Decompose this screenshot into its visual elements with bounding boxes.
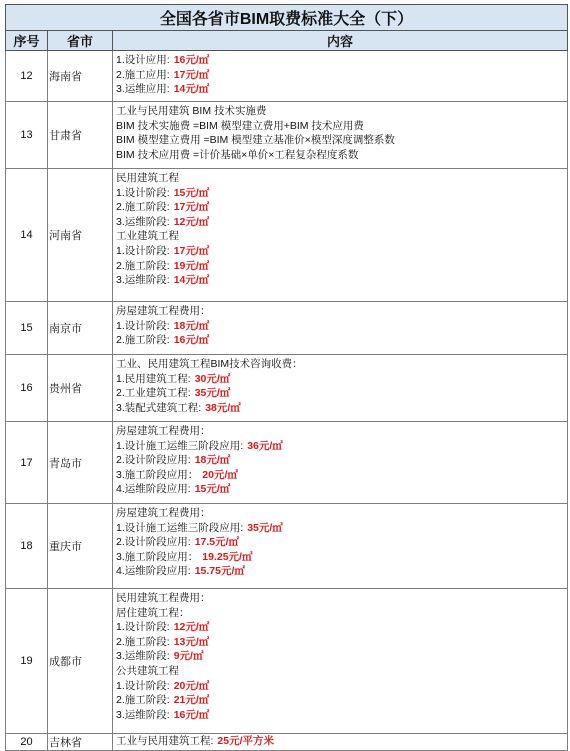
table-row [6, 422, 568, 504]
province-name: 重庆市 [48, 504, 113, 589]
header-no: 序号 [6, 31, 48, 51]
fee-line [116, 635, 567, 650]
fee-label: 3.运维阶段: [116, 274, 170, 287]
fee-label: 1.设计阶段: [116, 319, 170, 332]
fee-value: 15元/㎡ [194, 483, 231, 496]
fee-content [113, 169, 568, 302]
fee-line [116, 564, 567, 579]
header-row [6, 31, 568, 51]
fee-label: BIM 技术实施费 =BIM 模型建立费用+BIM 技术应用费 [116, 119, 364, 132]
fee-label: 4.运维阶段应用: [116, 483, 191, 496]
header-province: 省市 [48, 31, 113, 51]
fee-label: 3.装配式建筑工程: [116, 401, 202, 414]
fee-label: 居住建筑工程： [116, 606, 190, 619]
fee-line [116, 664, 567, 679]
fee-label: BIM 模型建立费用 =BIM 模型建立基准价×模型深度调整系数 [116, 134, 395, 147]
fee-value: 19.25元/㎡ [202, 550, 253, 563]
fee-label: 1.设计阶段: [116, 244, 170, 257]
table-row [6, 734, 568, 751]
fee-line [116, 200, 567, 215]
fee-value: 18元/㎡ [173, 319, 210, 332]
fee-line [116, 453, 567, 468]
fee-line [116, 319, 567, 334]
fee-line [116, 506, 567, 521]
table-row [6, 51, 568, 102]
fee-label: 2.施工阶段: [116, 259, 170, 272]
fee-label: 2.施工阶段: [116, 201, 170, 214]
row-number: 19 [6, 589, 48, 734]
fee-value: 15.75元/㎡ [194, 565, 245, 578]
fee-label: 工业建筑工程 [116, 230, 179, 243]
table-row [6, 302, 568, 355]
fee-line [116, 439, 567, 454]
fee-line [116, 535, 567, 550]
fee-line [116, 468, 567, 483]
fee-value: 9元/㎡ [173, 650, 204, 663]
fee-value: 16元/㎡ [173, 708, 210, 721]
table-row [6, 355, 568, 422]
fee-label: 房屋建筑工程费用： [116, 425, 211, 437]
fee-line [116, 734, 567, 748]
fee-line [116, 82, 567, 97]
fee-line [116, 606, 567, 621]
fee-line [116, 304, 567, 319]
fee-line [116, 119, 567, 134]
table-row [6, 504, 568, 589]
fee-content [113, 355, 568, 422]
fee-line [116, 550, 567, 565]
fee-value: 16元/㎡ [173, 334, 210, 347]
fee-label: 工业、民用建筑工程BIM技术咨询收费： [116, 358, 303, 370]
province-name: 河南省 [48, 169, 113, 302]
fee-value: 16元/㎡ [173, 54, 210, 66]
fee-label: 民用建筑工程 [116, 172, 179, 184]
fee-line [116, 68, 567, 83]
fee-label: BIM 技术应用费 =计价基础×单价×工程复杂程度系数 [116, 148, 359, 161]
fee-line [116, 424, 567, 439]
sheet-title: 全国各省市BIM取费标准大全（下） [6, 5, 568, 31]
fee-value: 17元/㎡ [173, 68, 210, 81]
row-number: 13 [6, 102, 48, 169]
fee-line [116, 649, 567, 664]
fee-value: 25元/平方米 [217, 735, 275, 747]
fee-value: 12元/㎡ [173, 621, 210, 634]
fee-label: 民用建筑工程费用： [116, 592, 211, 604]
fee-value: 20元/㎡ [202, 468, 238, 481]
fee-content [113, 302, 568, 355]
fee-label: 4.运维阶段应用: [116, 565, 191, 578]
fee-content [113, 422, 568, 504]
fee-content [113, 51, 568, 102]
row-number: 12 [6, 51, 48, 102]
province-name: 青岛市 [48, 422, 113, 504]
fee-value: 30元/㎡ [194, 372, 231, 385]
row-number: 15 [6, 302, 48, 355]
fee-label: 1.设计阶段: [116, 186, 170, 199]
fee-label: 2.施工阶段: [116, 694, 170, 707]
fee-line [116, 53, 567, 68]
row-number: 16 [6, 355, 48, 422]
row-number: 20 [6, 734, 48, 751]
fee-value: 35元/㎡ [247, 521, 283, 534]
table-row [6, 169, 568, 302]
fee-value: 14元/㎡ [173, 274, 210, 287]
fee-value: 36元/㎡ [247, 439, 283, 452]
fee-line [116, 148, 567, 163]
fee-value: 38元/㎡ [205, 401, 241, 414]
fee-content [113, 102, 568, 169]
fee-label: 工业与民用建筑 BIM 技术实施费 [116, 105, 267, 117]
fee-value: 13元/㎡ [173, 635, 210, 648]
fee-line [116, 482, 567, 497]
header-content: 内容 [113, 31, 568, 51]
row-number: 14 [6, 169, 48, 302]
fee-value: 21元/㎡ [173, 694, 210, 707]
fee-label: 房屋建筑工程费用： [116, 507, 211, 519]
fee-label: 3.施工阶段应用： [116, 468, 199, 481]
fee-line [116, 401, 567, 416]
province-name: 甘肃省 [48, 102, 113, 169]
fee-line [116, 386, 567, 401]
fee-value: 18元/㎡ [194, 454, 231, 467]
fee-label: 1.设计阶段: [116, 679, 170, 692]
province-name: 海南省 [48, 51, 113, 102]
fee-line [116, 679, 567, 694]
fee-line [116, 521, 567, 536]
fee-standard-sheet [5, 4, 567, 751]
fee-value: 17元/㎡ [173, 244, 210, 257]
province-name: 贵州省 [48, 355, 113, 422]
fee-label: 房屋建筑工程费用： [116, 305, 211, 317]
table-body [6, 51, 568, 751]
fee-table [5, 4, 568, 751]
fee-value: 12元/㎡ [173, 215, 210, 228]
fee-label: 2.施工阶段: [116, 334, 170, 347]
fee-line [116, 708, 567, 723]
fee-label: 工业与民用建筑工程: [116, 735, 214, 747]
fee-line [116, 104, 567, 119]
fee-value: 20元/㎡ [173, 679, 210, 692]
fee-line [116, 357, 567, 372]
fee-line [116, 244, 567, 259]
fee-label: 3.运维阶段: [116, 650, 170, 663]
fee-line [116, 372, 567, 387]
province-name: 成都市 [48, 589, 113, 734]
fee-label: 1.设计应用: [116, 54, 170, 66]
fee-label: 3.运维阶段: [116, 215, 170, 228]
fee-label: 1.设计阶段: [116, 621, 170, 634]
fee-line [116, 229, 567, 244]
fee-content [113, 589, 568, 734]
fee-label: 3.运维应用: [116, 83, 170, 96]
fee-label: 公共建筑工程 [116, 664, 179, 677]
table-row [6, 102, 568, 169]
fee-label: 2.施工应用: [116, 68, 170, 81]
fee-line [116, 591, 567, 606]
fee-value: 14元/㎡ [173, 83, 210, 96]
fee-label: 1.设计施工运维三阶段应用: [116, 439, 244, 452]
fee-label: 2.施工阶段: [116, 635, 170, 648]
fee-line [116, 215, 567, 230]
fee-line [116, 333, 567, 348]
fee-label: 3.施工阶段应用： [116, 550, 199, 563]
fee-line [116, 259, 567, 274]
fee-label: 3.运维阶段: [116, 708, 170, 721]
table-row [6, 589, 568, 734]
fee-value: 19元/㎡ [173, 259, 210, 272]
fee-value: 35元/㎡ [194, 387, 231, 400]
fee-label: 1.民用建筑工程: [116, 372, 191, 385]
fee-value: 17元/㎡ [173, 201, 210, 214]
fee-content [113, 734, 568, 751]
fee-label: 2.设计阶段应用: [116, 454, 191, 467]
row-number: 17 [6, 422, 48, 504]
fee-content [113, 504, 568, 589]
fee-line [116, 171, 567, 186]
fee-value: 17.5元/㎡ [194, 536, 240, 549]
province-name: 吉林省 [48, 734, 113, 751]
fee-value: 15元/㎡ [173, 186, 210, 199]
fee-label: 2.工业建筑工程: [116, 387, 191, 400]
title-row [6, 5, 568, 31]
fee-line [116, 186, 567, 201]
fee-line [116, 273, 567, 288]
fee-line [116, 620, 567, 635]
fee-label: 2.设计阶段应用: [116, 536, 191, 549]
fee-label: 1.设计施工运维三阶段应用: [116, 521, 244, 534]
province-name: 南京市 [48, 302, 113, 355]
fee-line [116, 133, 567, 148]
row-number: 18 [6, 504, 48, 589]
fee-line [116, 693, 567, 708]
